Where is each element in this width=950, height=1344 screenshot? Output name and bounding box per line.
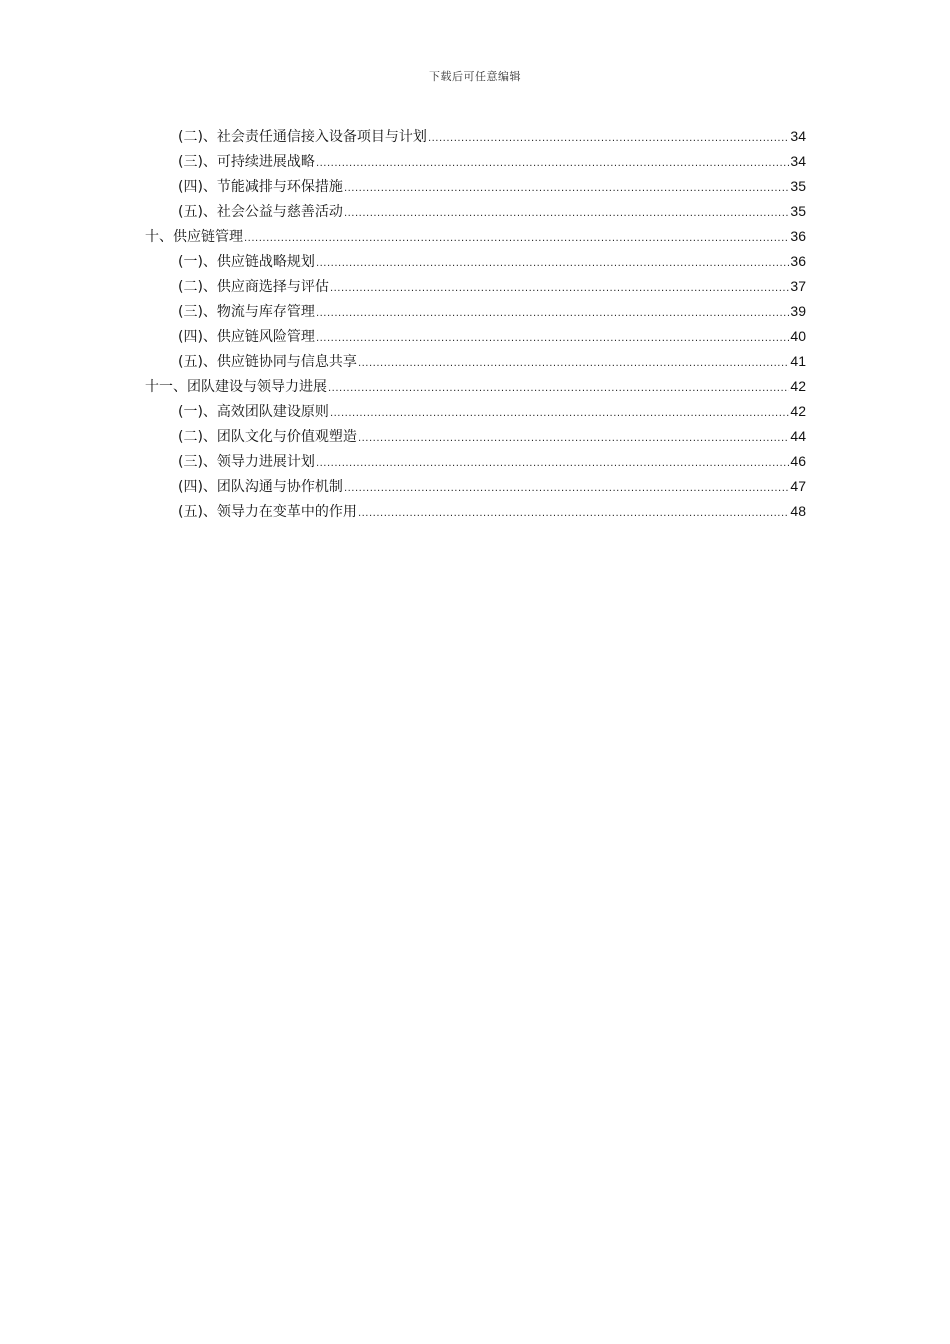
toc-dot-leader [244,229,789,249]
toc-dot-leader [358,429,789,449]
toc-entry-title: (三)、领导力进展计划 [178,454,315,470]
toc-entry-page: 34 [790,128,806,144]
toc-entry-page: 48 [790,503,806,519]
toc-entry[interactable] [178,351,806,371]
toc-entry-title: 十、供应链管理 [145,229,243,245]
toc-entry-title: (二)、团队文化与价值观塑造 [178,429,357,445]
toc-entry-page: 36 [790,228,806,244]
toc-entry[interactable] [178,301,806,321]
toc-entry-title: (五)、社会公益与慈善活动 [178,204,343,220]
toc-entry[interactable] [178,501,806,521]
toc-entry-title: (四)、团队沟通与协作机制 [178,479,343,495]
toc-entry[interactable] [178,426,806,446]
toc-entry-page: 39 [790,303,806,319]
toc-dot-leader [358,504,789,524]
toc-entry-page: 35 [790,178,806,194]
toc-entry[interactable] [178,401,806,421]
toc-entry-page: 34 [790,153,806,169]
toc-entry[interactable] [178,451,806,471]
toc-dot-leader [344,479,789,499]
toc-entry-page: 37 [790,278,806,294]
toc-entry-title: (五)、供应链协同与信息共享 [178,354,357,370]
toc-entry-title: (一)、高效团队建设原则 [178,404,329,420]
toc-dot-leader [316,154,789,174]
toc-entry-title: (三)、物流与库存管理 [178,304,315,320]
toc-entry-page: 42 [790,378,806,394]
toc-entry-title: 十一、团队建设与领导力进展 [145,379,327,395]
toc-entry-title: (一)、供应链战略规划 [178,254,315,270]
toc-entry[interactable] [178,251,806,271]
toc-entry-page: 47 [790,478,806,494]
toc-entry-page: 35 [790,203,806,219]
toc-entry-title: (四)、供应链风险管理 [178,329,315,345]
toc-dot-leader [358,354,789,374]
toc-entry[interactable] [145,376,806,396]
toc-entry-page: 42 [790,403,806,419]
toc-entry[interactable] [178,476,806,496]
toc-dot-leader [316,454,789,474]
toc-entry-page: 44 [790,428,806,444]
toc-dot-leader [330,279,789,299]
toc-entry-title: (五)、领导力在变革中的作用 [178,504,357,520]
toc-dot-leader [316,254,789,274]
toc-entry-title: (三)、可持续进展战略 [178,154,315,170]
toc-dot-leader [316,329,789,349]
toc-entry[interactable] [178,326,806,346]
toc-dot-leader [316,304,789,324]
toc-entry-page: 41 [790,353,806,369]
toc-entry[interactable] [178,126,806,146]
toc-dot-leader [330,404,789,424]
toc-entry-page: 36 [790,253,806,269]
toc-entry[interactable] [178,176,806,196]
toc-entry[interactable] [178,201,806,221]
toc-entry-title: (二)、社会责任通信接入设备项目与计划 [178,129,427,145]
toc-entry[interactable] [178,276,806,296]
toc-dot-leader [344,204,789,224]
toc-dot-leader [428,129,789,149]
page-header-note: 下载后可任意编辑 [429,70,521,83]
toc-dot-leader [328,379,789,399]
toc-entry[interactable] [145,226,806,246]
toc-entry-title: (二)、供应商选择与评估 [178,279,329,295]
toc-entry-page: 46 [790,453,806,469]
toc-entry-page: 40 [790,328,806,344]
toc-entry-title: (四)、节能减排与环保措施 [178,179,343,195]
toc-entry[interactable] [178,151,806,171]
toc-dot-leader [344,179,789,199]
